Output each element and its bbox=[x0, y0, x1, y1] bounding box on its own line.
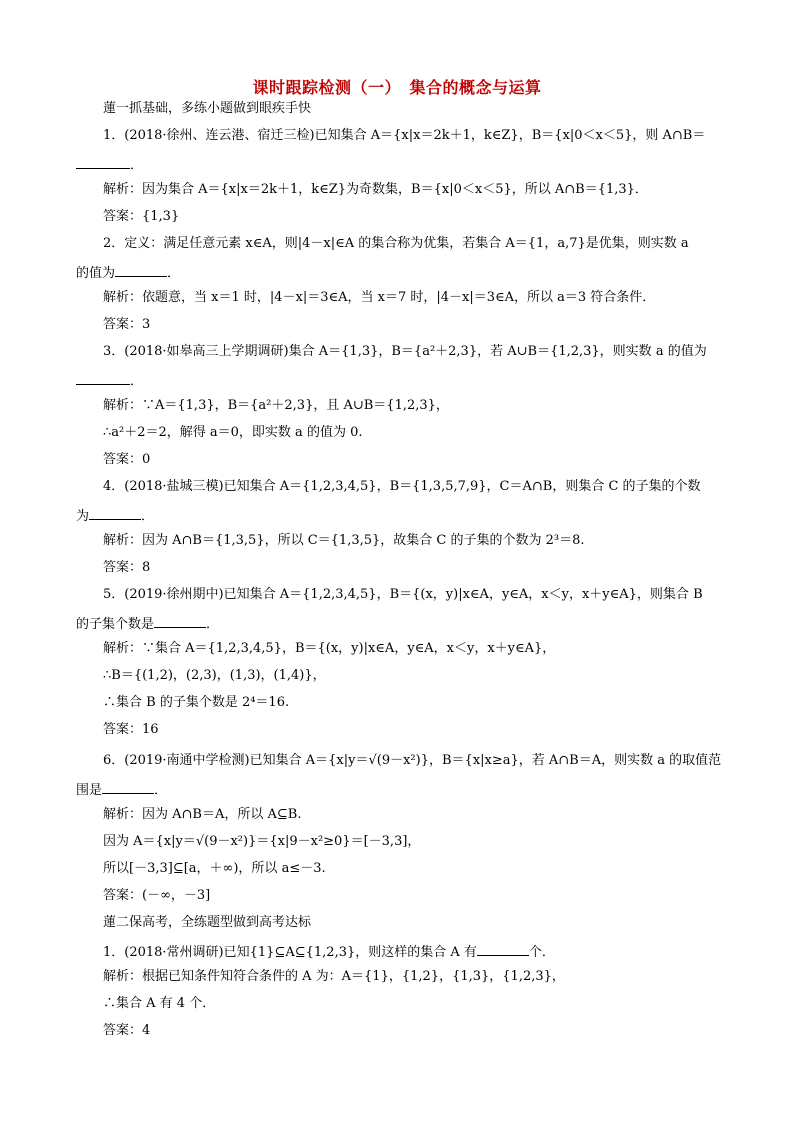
section-heading: 蓮二保高考，全练题型做到高考达标 bbox=[103, 915, 312, 930]
answer-line: 答案：(－∞，－3] bbox=[103, 888, 211, 903]
answer-line: 答案：{1,3} bbox=[103, 209, 180, 224]
solution-line: 解析：因为 A∩B＝{1,3,5}，所以 C＝{1,3,5}，故集合 C 的子集的个数为 2³＝8. bbox=[103, 533, 585, 548]
question-line: 的值为 ． bbox=[76, 262, 180, 283]
solution-line: 解析：因为集合 A＝{x|x＝2k＋1，k∈Z}为奇数集，B＝{x|0＜x＜5}，所以 A∩B＝{1,3}． bbox=[103, 182, 648, 197]
question-line: 为 ． bbox=[76, 505, 154, 526]
solution-line: 解析：∵A＝{1,3}，B＝{a²＋2,3}，且 A∪B＝{1,2,3}， bbox=[103, 398, 449, 413]
answer-blank bbox=[154, 613, 206, 628]
answer-line: 答案：8 bbox=[103, 560, 151, 575]
solution-line: 解析：依题意，当 x＝1 时，|4－x|＝3∈A，当 x＝7 时，|4－x|＝3∈A，所以 a＝3 符合条件． bbox=[103, 290, 656, 305]
solution-line: ∴a²＋2＝2，解得 a＝0，即实数 a 的值为 0. bbox=[103, 425, 363, 440]
answer-blank bbox=[76, 154, 130, 169]
question-line: 的子集个数是 ． bbox=[76, 613, 219, 634]
question-line: 5．(2019·徐州期中)已知集合 A＝{1,2,3,4,5}，B＝{(x，y)|x∈A，y∈A，x＜y，x＋y∈A}，则集合 B bbox=[103, 587, 703, 602]
solution-line: 解析：根据已知条件知符合条件的 A 为：A＝{1}，{1,2}，{1,3}，{1,2,3}， bbox=[103, 969, 565, 984]
solution-line: 因为 A＝{x|y＝√(9－x²)}＝{x|9－x²≥0}＝[－3,3]， bbox=[103, 834, 421, 849]
question-line: 围是 ． bbox=[76, 779, 167, 800]
solution-line: ∴集合 A 有 4 个． bbox=[103, 996, 216, 1011]
solution-line: 解析：∵集合 A＝{1,2,3,4,5}，B＝{(x，y)|x∈A，y∈A，x＜y，x＋y∈A}， bbox=[103, 641, 556, 656]
answer-blank bbox=[76, 370, 130, 385]
section-heading: 蓮一抓基础，多练小题做到眼疾手快 bbox=[103, 101, 312, 116]
page-title: 课时跟踪检测（一） 集合的概念与运算 bbox=[252, 78, 542, 97]
answer-line: 答案：3 bbox=[103, 317, 151, 332]
question-line: ． bbox=[76, 370, 143, 391]
question-line: 1．(2018·常州调研)已知{1}⊆A⊆{1,2,3}，则这样的集合 A 有 个． bbox=[103, 941, 555, 962]
solution-line: ∴集合 B 的子集个数是 2⁴＝16. bbox=[103, 695, 290, 710]
question-line: 1．(2018·徐州、连云港、宿迁三检)已知集合 A＝{x|x＝2k＋1，k∈Z}，B＝{x|0＜x＜5}，则 A∩B＝ bbox=[103, 128, 706, 143]
answer-line: 答案：0 bbox=[103, 452, 151, 467]
question-line: 2．定义：满足任意元素 x∈A，则|4－x|∈A 的集合称为优集，若集合 A＝{1，a,7}是优集，则实数 a bbox=[103, 236, 689, 251]
answer-blank bbox=[115, 262, 167, 277]
question-line: 3．(2018·如皋高三上学期调研)集合 A＝{1,3}，B＝{a²＋2,3}，若 A∪B＝{1,2,3}，则实数 a 的值为 bbox=[103, 344, 707, 359]
solution-line: ∴B＝{(1,2)，(2,3)，(1,3)，(1,4)}， bbox=[103, 668, 326, 683]
question-line: 4．(2018·盐城三模)已知集合 A＝{1,2,3,4,5}，B＝{1,3,5,7,9}，C＝A∩B，则集合 C 的子集的个数 bbox=[103, 479, 701, 494]
solution-line: 解析：因为 A∩B＝A，所以 A⊆B. bbox=[103, 807, 302, 822]
question-line: ． bbox=[76, 154, 143, 175]
answer-line: 答案：4 bbox=[103, 1023, 151, 1038]
solution-line: 所以[－3,3]⊆[a，＋∞)，所以 a≤－3. bbox=[103, 861, 326, 876]
answer-blank bbox=[89, 505, 141, 520]
answer-blank bbox=[102, 779, 154, 794]
answer-line: 答案：16 bbox=[103, 722, 159, 737]
question-line: 6．(2019·南通中学检测)已知集合 A＝{x|y＝√(9－x²)}，B＝{x|x≥a}，若 A∩B＝A，则实数 a 的取值范 bbox=[103, 753, 722, 768]
answer-blank bbox=[477, 941, 529, 956]
